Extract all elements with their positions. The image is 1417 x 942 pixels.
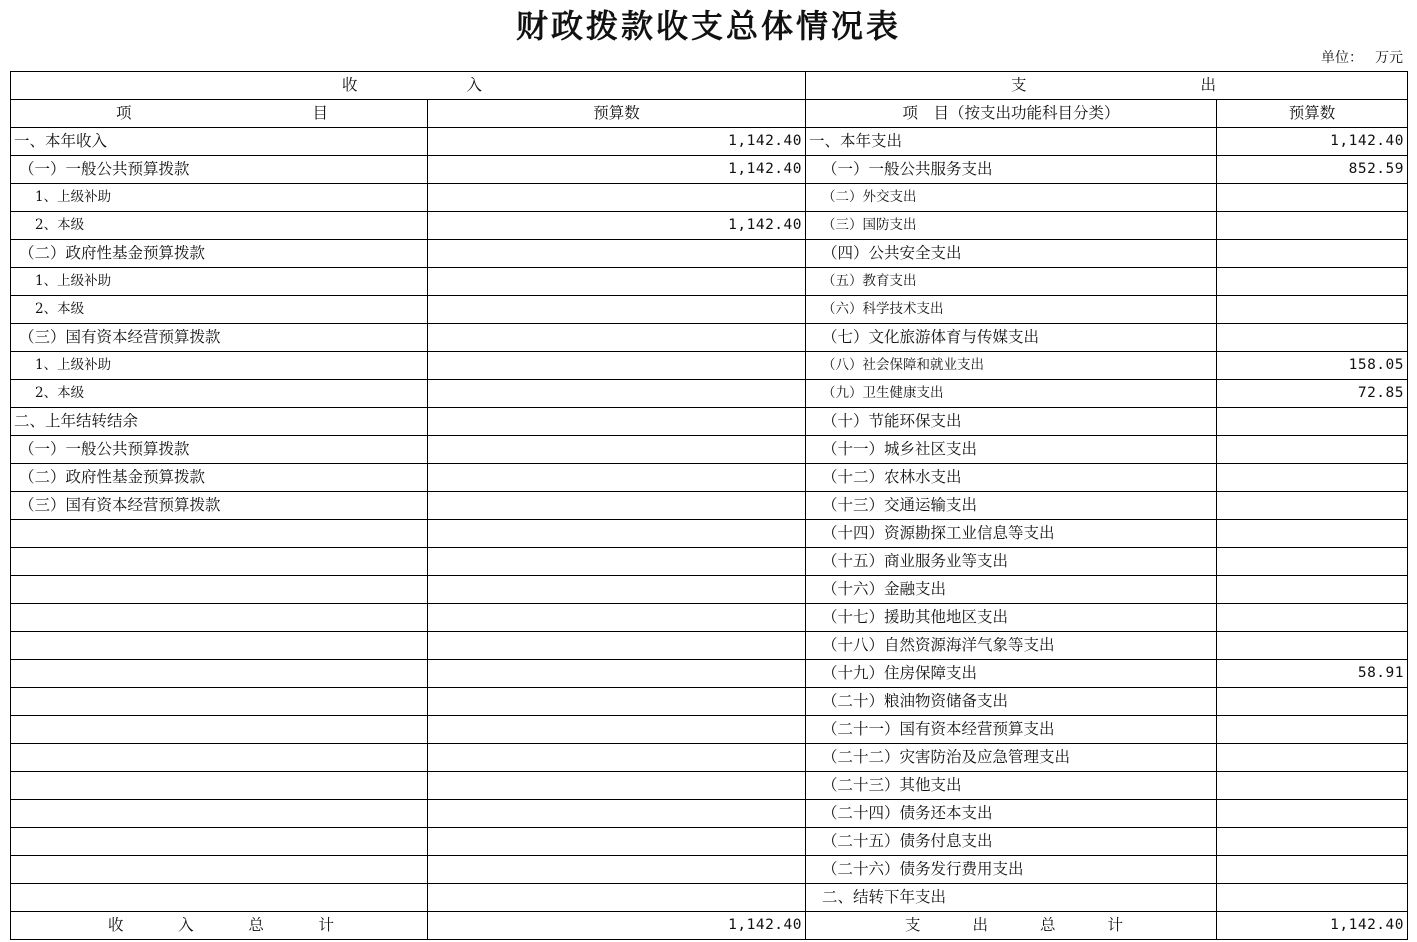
expense-amount-cell: 852.59 [1217,156,1408,184]
income-item-cell: （一）一般公共预算拨款 [11,156,428,184]
table-row [11,128,1408,156]
income-item-cell: （二）政府性基金预算拨款 [11,240,428,268]
table-row [11,744,1408,772]
income-amount-cell [428,688,806,716]
income-item-cell: 2、本级 [11,380,428,408]
expense-item-cell: （二十二）灾害防治及应急管理支出 [806,744,1217,772]
income-item-cell [11,716,428,744]
expense-amount-cell [1217,604,1408,632]
table-row [11,520,1408,548]
income-item-cell [11,632,428,660]
expense-item-cell: （十八）自然资源海洋气象等支出 [806,632,1217,660]
income-amount-header: 预算数 [428,100,806,128]
table-row [11,772,1408,800]
income-item-cell [11,660,428,688]
expense-item-cell: （八）社会保障和就业支出 [806,352,1217,380]
table-row [11,884,1408,912]
income-item-cell: 一、本年收入 [11,128,428,156]
expense-amount-cell [1217,884,1408,912]
expense-item-cell: （九）卫生健康支出 [806,380,1217,408]
income-amount-cell [428,268,806,296]
table-row [11,492,1408,520]
expense-total-label-char: 计 [1107,916,1123,934]
income-item-cell: 2、本级 [11,212,428,240]
income-amount-cell [428,436,806,464]
expense-item-cell: （二十五）债务付息支出 [806,828,1217,856]
expense-item-cell: （二十）粮油物资储备支出 [806,688,1217,716]
table-row [11,828,1408,856]
expense-amount-cell [1217,548,1408,576]
expense-item-cell: （十三）交通运输支出 [806,492,1217,520]
table-row [11,436,1408,464]
group-header-row [11,72,1408,100]
income-item-cell: （二）政府性基金预算拨款 [11,464,428,492]
expense-amount-cell [1217,296,1408,324]
expense-amount-cell: 58.91 [1217,660,1408,688]
expense-amount-cell [1217,492,1408,520]
expense-amount-cell [1217,772,1408,800]
expense-amount-cell [1217,464,1408,492]
expense-item-cell: （二十一）国有资本经营预算支出 [806,716,1217,744]
expense-item-header: 项 目（按支出功能科目分类） [806,100,1217,128]
income-amount-cell [428,744,806,772]
income-item-cell [11,744,428,772]
table-row [11,800,1408,828]
income-item-char-1: 项 [116,104,132,122]
income-amount-cell [428,548,806,576]
income-group-char-2: 入 [466,76,482,94]
income-total-label-char: 计 [318,916,334,934]
income-amount-cell [428,352,806,380]
table-row [11,408,1408,436]
expense-item-cell: （三）国防支出 [806,212,1217,240]
expense-group-char-1: 支 [1011,76,1027,94]
expense-item-cell: （二）外交支出 [806,184,1217,212]
expense-amount-cell [1217,520,1408,548]
expense-amount-cell [1217,576,1408,604]
income-total-label-char: 总 [248,916,264,934]
income-amount-cell [428,772,806,800]
income-item-cell [11,604,428,632]
income-amount-cell [428,856,806,884]
expense-item-cell: （六）科学技术支出 [806,296,1217,324]
income-amount-cell [428,660,806,688]
table-row [11,184,1408,212]
income-amount-cell [428,520,806,548]
income-amount-cell [428,492,806,520]
expense-amount-cell [1217,716,1408,744]
income-amount-cell [428,800,806,828]
expense-amount-cell [1217,212,1408,240]
expense-item-cell: （二十四）债务还本支出 [806,800,1217,828]
expense-total-label-char: 出 [972,916,988,934]
expense-amount-cell: 72.85 [1217,380,1408,408]
expense-amount-header: 预算数 [1217,100,1408,128]
income-item-cell [11,828,428,856]
expense-item-cell: （七）文化旅游体育与传媒支出 [806,324,1217,352]
expense-amount-cell [1217,324,1408,352]
expense-item-cell: 二、结转下年支出 [806,884,1217,912]
expense-item-cell: 一、本年支出 [806,128,1217,156]
expense-item-cell: （十六）金融支出 [806,576,1217,604]
expense-amount-cell [1217,408,1408,436]
expense-group-header [806,72,1408,100]
expense-item-cell: （一）一般公共服务支出 [806,156,1217,184]
expense-item-cell: （十九）住房保障支出 [806,660,1217,688]
unit-label [1321,48,1403,68]
income-group-header [11,72,806,100]
table-row [11,324,1408,352]
table-row [11,856,1408,884]
expense-amount-cell [1217,240,1408,268]
income-amount-cell [428,408,806,436]
expense-amount-cell [1217,744,1408,772]
report-title: 财政拨款收支总体情况表 [515,7,901,45]
expense-amount-cell [1217,856,1408,884]
income-amount-cell [428,240,806,268]
table-row [11,548,1408,576]
totals-row [11,912,1408,940]
income-item-cell: 1、上级补助 [11,268,428,296]
income-item-cell: 2、本级 [11,296,428,324]
expense-amount-cell: 1,142.40 [1217,128,1408,156]
income-amount-cell [428,464,806,492]
expense-amount-cell [1217,632,1408,660]
table-row [11,240,1408,268]
income-amount-cell: 1,142.40 [428,128,806,156]
table-row [11,380,1408,408]
table-row [11,632,1408,660]
expense-amount-cell: 158.05 [1217,352,1408,380]
income-amount-cell [428,632,806,660]
expense-item-cell: （十二）农林水支出 [806,464,1217,492]
income-item-cell [11,576,428,604]
income-item-cell [11,856,428,884]
expense-item-cell: （十一）城乡社区支出 [806,436,1217,464]
unit-label-key: 单位： [1321,50,1363,66]
income-total-value: 1,142.40 [428,912,806,940]
expense-item-cell: （五）教育支出 [806,268,1217,296]
table-row [11,604,1408,632]
expense-amount-cell [1217,688,1408,716]
income-amount-cell [428,576,806,604]
expense-total-label-char: 支 [905,916,921,934]
income-item-cell: 1、上级补助 [11,352,428,380]
unit-label-value: 万元 [1375,50,1403,66]
table-row [11,660,1408,688]
expense-group-char-2: 出 [1200,76,1216,94]
income-amount-cell [428,604,806,632]
income-amount-cell: 1,142.40 [428,212,806,240]
income-item-cell: （三）国有资本经营预算拨款 [11,324,428,352]
income-item-cell [11,884,428,912]
income-item-cell [11,688,428,716]
table-row [11,296,1408,324]
income-item-char-2: 目 [312,104,328,122]
income-amount-cell [428,296,806,324]
table-row [11,464,1408,492]
expense-item-cell: （十七）援助其他地区支出 [806,604,1217,632]
income-amount-cell [428,884,806,912]
expense-amount-cell [1217,436,1408,464]
expense-item-cell: （四）公共安全支出 [806,240,1217,268]
expense-item-cell: （十四）资源勘探工业信息等支出 [806,520,1217,548]
column-header-row [11,100,1408,128]
expense-amount-cell [1217,268,1408,296]
income-amount-cell [428,324,806,352]
income-item-cell [11,548,428,576]
income-item-cell [11,520,428,548]
expense-item-cell: （十五）商业服务业等支出 [806,548,1217,576]
income-amount-cell: 1,142.40 [428,156,806,184]
table-row [11,268,1408,296]
income-amount-cell [428,380,806,408]
table-row [11,716,1408,744]
income-total-label-char: 收 [108,916,124,934]
income-item-cell: 1、上级补助 [11,184,428,212]
expense-amount-cell [1217,828,1408,856]
expense-item-cell: （二十三）其他支出 [806,772,1217,800]
income-amount-cell [428,184,806,212]
income-item-cell: 二、上年结转结余 [11,408,428,436]
income-item-cell [11,772,428,800]
expense-item-cell: （十）节能环保支出 [806,408,1217,436]
table-row [11,688,1408,716]
income-group-char-1: 收 [342,76,358,94]
income-item-header [11,100,428,128]
income-item-cell: （一）一般公共预算拨款 [11,436,428,464]
income-amount-cell [428,716,806,744]
table-row [11,576,1408,604]
budget-table [10,71,1408,940]
income-item-cell [11,800,428,828]
expense-amount-cell [1217,184,1408,212]
expense-total-value: 1,142.40 [1217,912,1408,940]
expense-total-label-char: 总 [1039,916,1056,934]
table-row [11,352,1408,380]
income-item-cell: （三）国有资本经营预算拨款 [11,492,428,520]
table-row [11,156,1408,184]
income-amount-cell [428,828,806,856]
expense-total-label [806,912,1217,940]
income-total-label [11,912,428,940]
income-total-label-char: 入 [178,916,194,934]
table-row [11,212,1408,240]
expense-amount-cell [1217,800,1408,828]
expense-item-cell: （二十六）债务发行费用支出 [806,856,1217,884]
